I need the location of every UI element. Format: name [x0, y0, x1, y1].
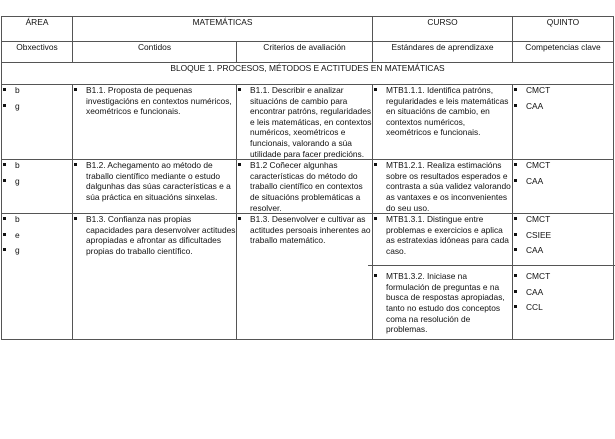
criterion-text: B1.2 Coñecer algunhas características do método do traballo científico en contextos de situacións problemáticas a resolver.	[237, 160, 372, 213]
standard-subcell	[368, 265, 516, 339]
subject-title: MATEMÁTICAS	[73, 17, 373, 42]
competence-item: CAA	[513, 287, 613, 298]
objective-item: b	[2, 160, 72, 171]
competences-cell	[513, 214, 614, 340]
table-row	[2, 160, 614, 214]
content-cell	[73, 85, 237, 160]
competence-item: CAA	[513, 245, 613, 256]
objective-item: g	[2, 176, 72, 187]
col-objectives: Obxectivos	[2, 42, 73, 63]
competences-subcell	[508, 265, 615, 322]
header-row	[2, 17, 614, 42]
objectives-cell	[2, 85, 73, 160]
standard-cell	[373, 85, 513, 160]
objective-item: g	[2, 245, 72, 256]
standard-text: MTB1.3.1. Distingue entre problemas e exercicios e aplica as estratexias idóneas para cada caso.	[373, 214, 512, 265]
col-standards: Estándares de aprendizaxe	[373, 42, 513, 63]
col-contents: Contidos	[73, 42, 237, 63]
area-label: ÁREA	[2, 17, 73, 42]
content-text: B1.2. Achegamento ao método de traballo científico mediante o estudo dalgunhas das súas características e a súa práctica en situacións sinxelas.	[73, 160, 236, 202]
curriculum-table	[1, 16, 614, 340]
column-header-row	[2, 42, 614, 63]
content-text: B1.3. Confianza nas propias capacidades para desenvolver actitudes apropiadas e afrontar as dificultades propias do traballo científico.	[73, 214, 236, 256]
criterion-cell	[237, 160, 373, 214]
objective-item: e	[2, 230, 72, 241]
objective-item: b	[2, 214, 72, 225]
col-criteria: Criterios de avaliación	[237, 42, 373, 63]
criterion-text: B1.3. Desenvolver e cultivar as actitudes persoais inherentes ao traballo matemático.	[237, 214, 372, 246]
content-text: B1.1. Proposta de pequenas investigacións en contextos numéricos, xeométricos e funcionais.	[73, 85, 236, 117]
table-row	[2, 214, 614, 340]
competence-item: CAA	[513, 176, 613, 187]
block-title: BLOQUE 1. PROCESOS, MÉTODOS E ACTITUDES EN MATEMÁTICAS	[2, 63, 614, 85]
competence-item: CCL	[513, 302, 613, 313]
standard-text: MTB1.3.2. Iniciase na formulación de preguntas e na busca de respostas apropiadas, tanto no estudo dos conceptos coma na resolución de problemas.	[373, 271, 512, 335]
competence-item: CMCT	[513, 271, 613, 282]
standard-text: MTB1.2.1. Realiza estimacións sobre os resultados esperados e contrasta a súa validez valorando as vantaxes e os inconvenientes do seu uso.	[373, 160, 512, 213]
competence-item: CMCT	[513, 85, 613, 96]
objectives-cell	[2, 214, 73, 340]
competence-item: CMCT	[513, 214, 613, 225]
content-cell	[73, 160, 237, 214]
standard-text: MTB1.1.1. Identifica patróns, regularidades e leis matemáticas en situacións de cambio, en contextos numéricos, xeométricos e funcionais.	[373, 85, 512, 138]
objective-item: g	[2, 101, 72, 112]
objectives-cell	[2, 160, 73, 214]
course-value: QUINTO	[513, 17, 614, 42]
criterion-cell	[237, 85, 373, 160]
standard-cell	[373, 160, 513, 214]
competences-cell	[513, 160, 614, 214]
content-cell	[73, 214, 237, 340]
standard-cell	[373, 214, 513, 340]
competences-cell	[513, 85, 614, 160]
table-row	[2, 85, 614, 160]
course-label: CURSO	[373, 17, 513, 42]
competence-item: CMCT	[513, 160, 613, 171]
block-row	[2, 63, 614, 85]
competence-item: CAA	[513, 101, 613, 112]
col-competences: Competencias clave	[513, 42, 614, 63]
objective-item: b	[2, 85, 72, 96]
criterion-cell	[237, 214, 373, 340]
criterion-text: B1.1. Describir e analizar situacións de cambio para encontrar patróns, regularidades e leis matemáticas, en contextos numéricos, xeométricos e funcionais, valorando a súa utilidade para facer predicións.	[237, 85, 372, 159]
competence-item: CSIEE	[513, 230, 613, 241]
